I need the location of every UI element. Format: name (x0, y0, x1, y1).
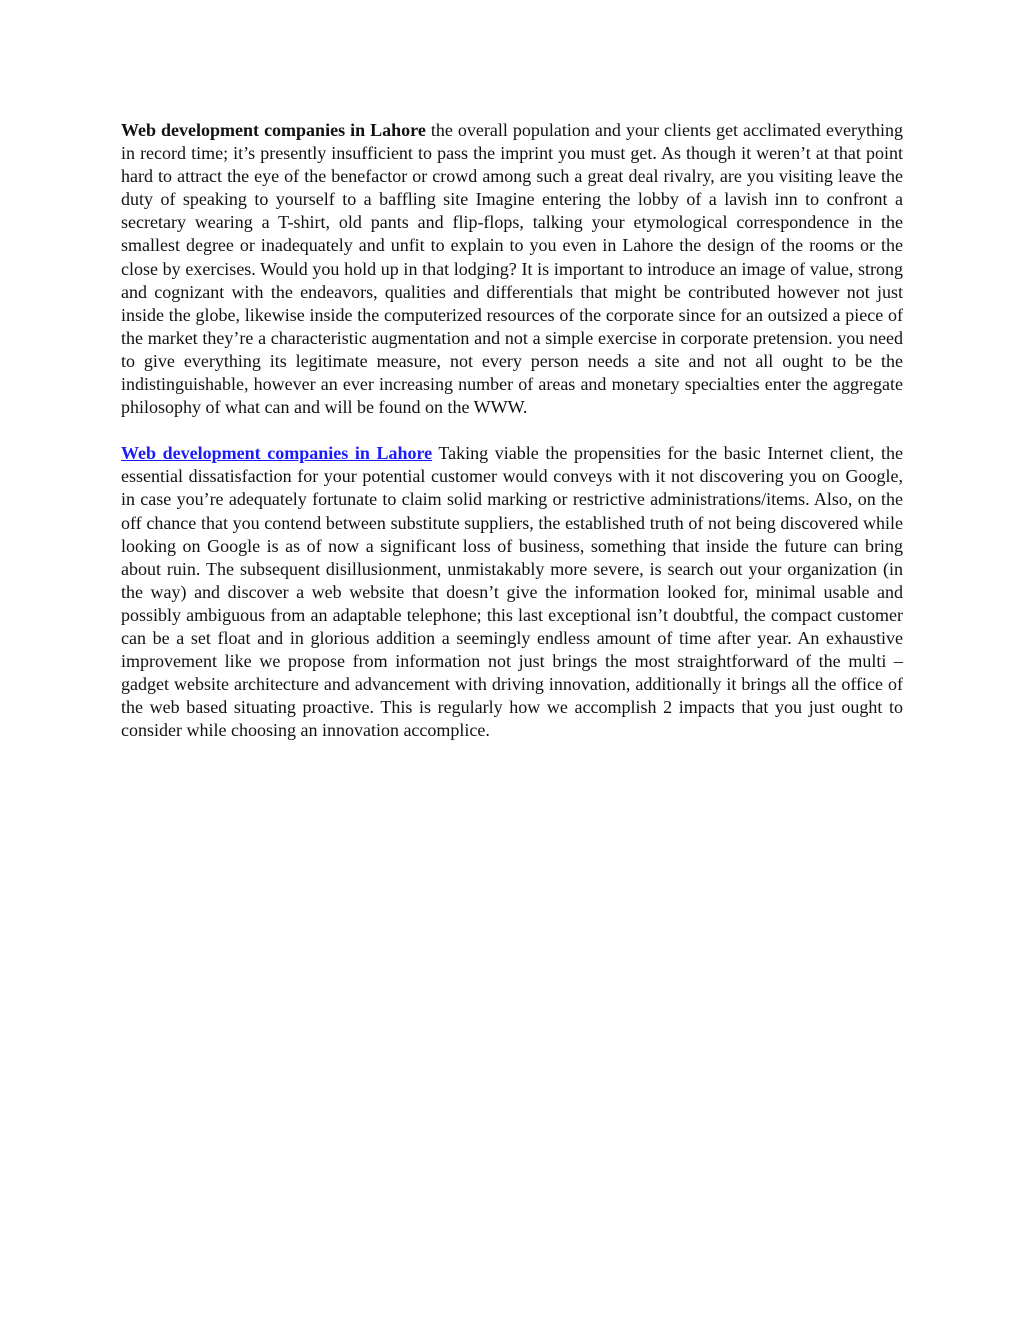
paragraph-1 (121, 119, 903, 419)
document-page (121, 119, 903, 765)
paragraph-1-body: the overall population and your clients get acclimated everything in record time; it’s presently insufficient to pass the imprint you must get. As though it weren’t at that point hard to attract the eye of the benefactor or crowd among such a great deal rivalry, are you visiting leave the duty of speaking to yourself to a baffling site Imagine entering the lobby of a lavish inn to confront a secretary wearing a T-shirt, old pants and flip-flops, talking your etymological correspondence in the smallest degree or inadequately and unfit to explain to you even in Lahore the design of the rooms or the close by exercises. Would you hold up in that lodging? It is important to introduce an image of value, strong and cognizant with the endeavors, qualities and differentials that might be contributed however not just inside the globe, likewise inside the computerized resources of the corporate since for an outsized a piece of the market they’re a characteristic augmentation and not a simple exercise in corporate pretension. you need to give everything its legitimate measure, not every person needs a site and not all ought to be the indistinguishable, however an ever increasing number of areas and monetary specialties enter the aggregate philosophy of what can and will be found on the WWW. (121, 120, 903, 418)
paragraph-1-lead-heading: Web development companies in Lahore (121, 120, 426, 140)
paragraph-2-lead-link[interactable]: Web development companies in Lahore (121, 443, 433, 464)
paragraph-2 (121, 442, 903, 742)
paragraph-2-body: Taking viable the propensities for the basic Internet client, the essential dissatisfaction for your potential customer would conveys with it not discovering you on Google, in case you’re adequately fortunate to claim solid marking or restrictive administrations/items. Also, on the off chance that you contend between substitute suppliers, the established truth of not being discovered while looking on Google is as of now a significant loss of business, something that inside the future can bring about ruin. The subsequent disillusionment, unmistakably more severe, is search out your organization (in the way) and discover a web website that doesn’t give the information looked for, minimal usable and possibly ambiguous from an adaptable telephone; this last exceptional isn’t doubtful, the compact customer can be a set float and in glorious addition a seemingly endless amount of time after year. An exhaustive improvement like we propose from information not just brings the most straightforward of the multi – gadget website architecture and advancement with driving innovation, additionally it brings all the office of the web based situating proactive. This is regularly how we accomplish 2 impacts that you just ought to consider while choosing an innovation accomplice. (121, 443, 903, 741)
